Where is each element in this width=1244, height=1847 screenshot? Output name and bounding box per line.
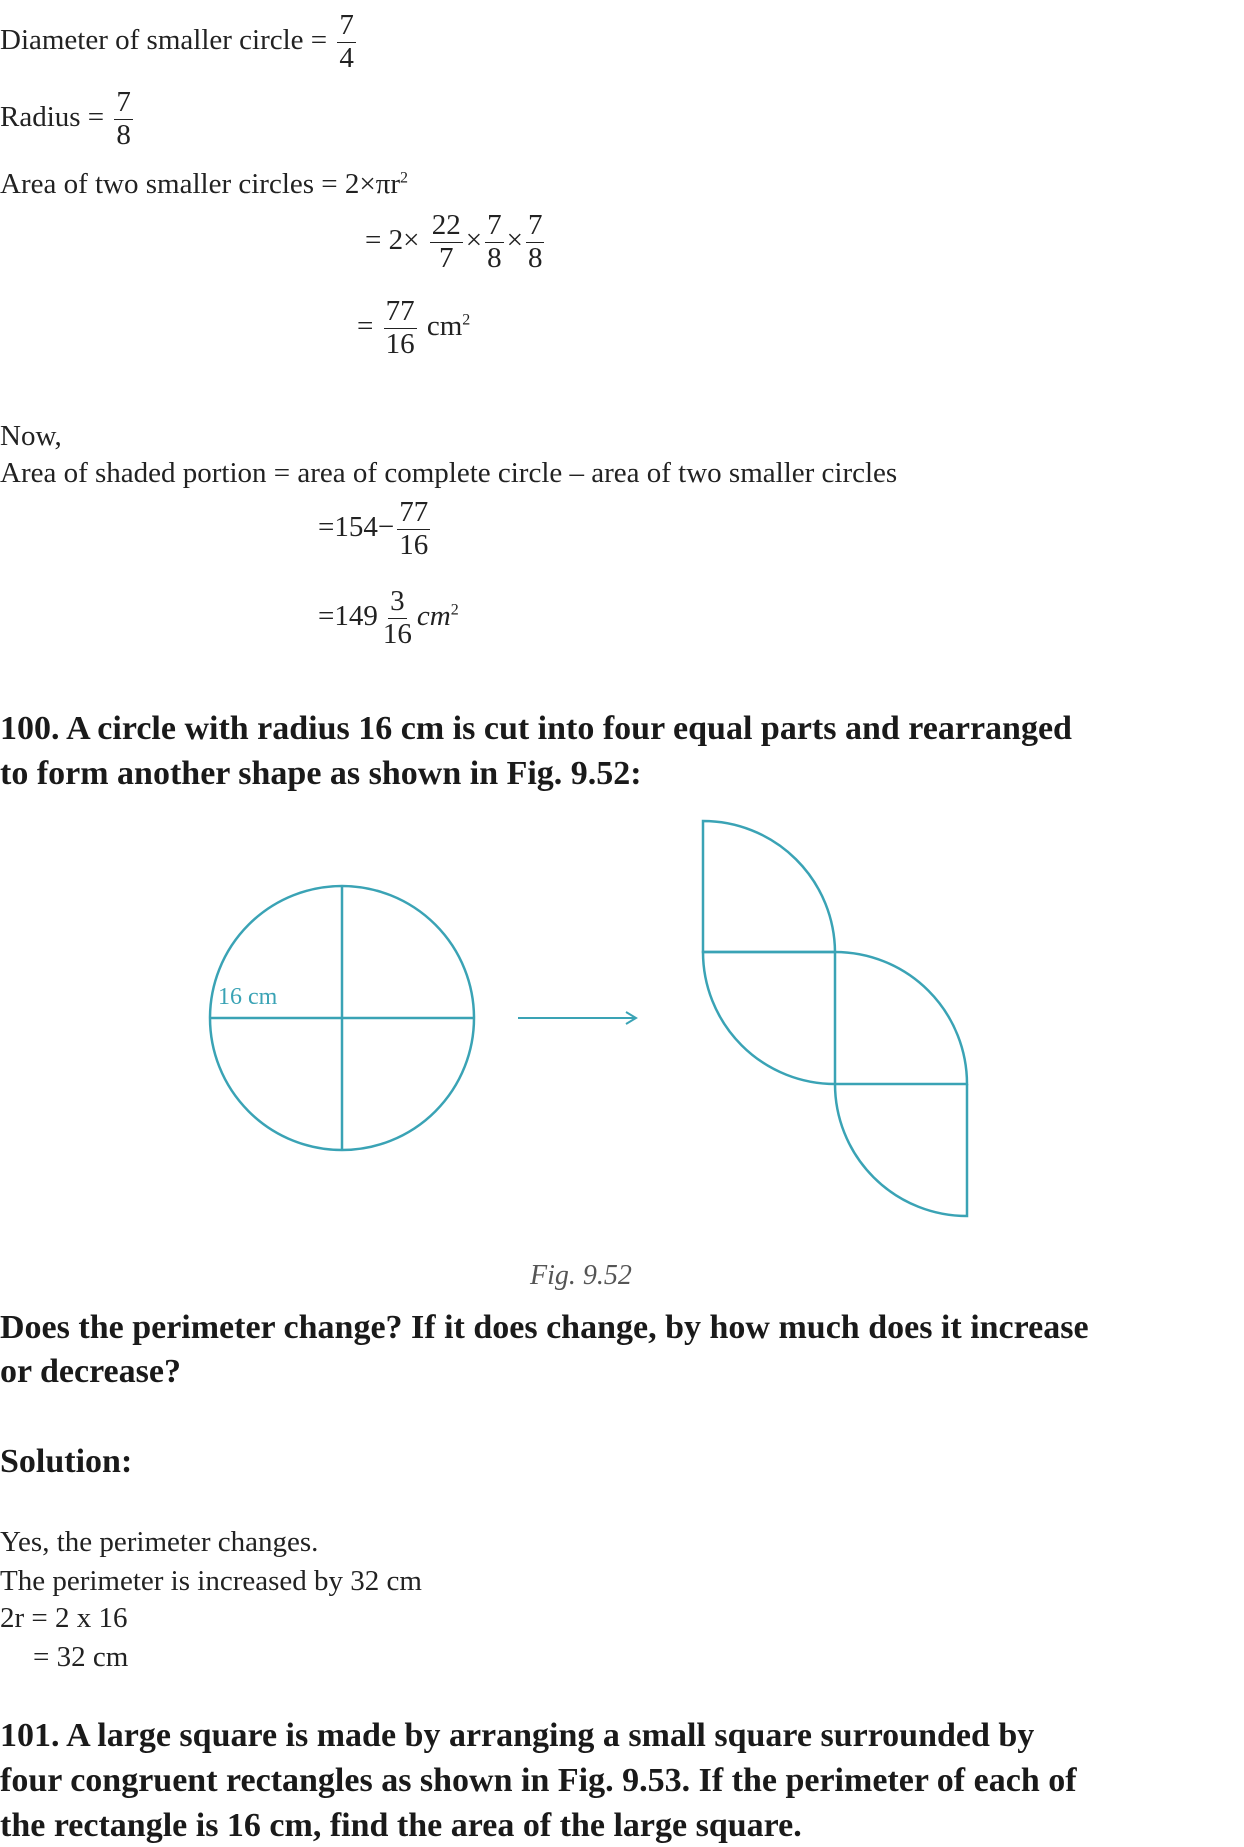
quadrant-2 [703,952,835,1084]
quadrant-4 [835,1084,967,1216]
exponent: 2 [450,601,459,619]
shaded-label: Area of shaded portion = area of complete circle – area of two smaller circles [0,457,898,489]
numerator: 3 [390,585,405,617]
answer-line: = 32 cm [33,1641,129,1673]
numerator: 77 [399,496,429,528]
step-prefix: = 2× [365,224,420,257]
now-text: Now, [0,420,62,452]
question-100-line1: 100. A circle with radius 16 cm is cut into four equal parts and rearranged [0,710,1072,747]
denominator: 8 [116,118,131,151]
area-label: Area of two smaller circles = [0,168,338,200]
times-sign: × [506,224,523,257]
unit: cm [416,600,451,633]
denominator: 8 [487,241,502,274]
area-formula: 2×πr [344,168,401,200]
question-100-line3: Does the perimeter change? If it does change, by how much does it increase [0,1309,1089,1346]
question-101-line3: the rectangle is 16 cm, find the area of the large square. [0,1807,802,1844]
answer-line: 2r = 2 x 16 [0,1602,128,1634]
denominator: 4 [339,41,354,74]
denominator: 8 [527,241,543,274]
question-101-line1: 101. A large square is made by arranging a small square surrounded by [0,1717,1035,1754]
exponent: 2 [400,169,409,187]
answer-line: Yes, the perimeter changes. [0,1526,319,1558]
times-sign: × [465,224,483,257]
figure-caption: Fig. 9.52 [530,1260,632,1291]
diameter-label: Diameter of smaller circle = [0,24,328,57]
solution-heading: Solution: [0,1443,133,1480]
radius-label: Radius = [0,101,105,134]
numerator: 22 [431,209,461,241]
numerator: 7 [116,86,131,118]
unit: cm [426,310,463,343]
step-prefix: = [357,310,374,343]
radius-label: 16 cm [218,984,278,1010]
quadrant-1 [703,821,835,952]
denominator: 16 [385,327,415,360]
exponent: 2 [462,311,471,329]
quadrant-3 [835,952,967,1084]
numerator: 7 [339,9,354,41]
denominator: 16 [382,617,412,650]
question-100-line2: to form another shape as shown in Fig. 9.52: [0,755,642,792]
answer-line: The perimeter is increased by 32 cm [0,1565,422,1597]
denominator: 7 [438,241,454,274]
numerator: 7 [487,209,502,241]
question-101-line2: four congruent rectangles as shown in Fig. 9.53. If the perimeter of each of [0,1762,1077,1799]
step-prefix: =149 [318,600,378,633]
numerator: 77 [385,295,415,327]
step-prefix: =154− [318,511,395,544]
numerator: 7 [527,209,543,241]
denominator: 16 [399,528,429,561]
question-100-line4: or decrease? [0,1353,181,1390]
